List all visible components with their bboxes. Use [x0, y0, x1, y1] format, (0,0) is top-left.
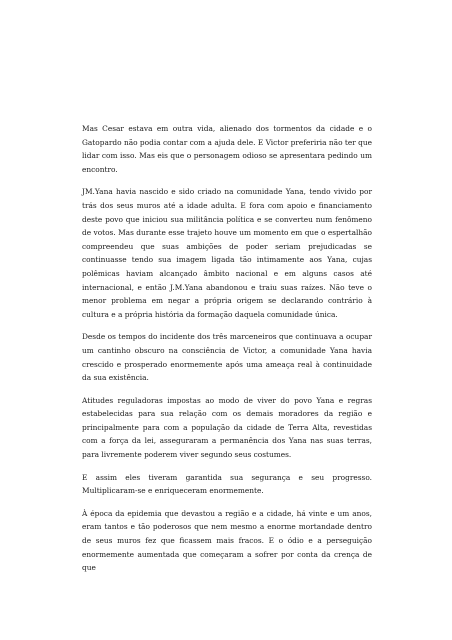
paragraph-3: Desde os tempos do incidente dos três marceneiros que continuava a ocupar um cantinho obscuro na consciência de Victor, a comunidade Yana havia crescido e prosperado enormemente após uma ameaça real à continuidade da sua existência. [82, 332, 372, 383]
paragraph-6: À época da epidemia que devastou a região e a cidade, há vinte e um anos, eram tantos e tão poderosos que nem mesmo a enorme mortandade dentro de seus muros fez que ficassem mais fracos. E o ódio e a perseguição enormemente aumentada que começaram a sofrer por conta da crença de que [82, 508, 372, 573]
body-text [82, 122, 372, 584]
paragraph-2: JM.Yana havia nascido e sido criado na comunidade Yana, tendo vivido por trás dos seus muros até a idade adulta. E fora com apoio e financiamento deste povo que iniciou sua militância política e se converteu num fenômeno de votos. Mas durante esse trajeto houve um momento em que o espertalhão compreendeu que suas ambições de poder seriam prejudicadas se continuasse tendo sua imagem ligada tão intimamente aos Yana, cujas polêmicas haviam alcançado âmbito nacional e em alguns casos até internacional, e então J.M.Yana abandonou e traiu suas raízes. Não teve o menor problema em negar a própria origem se declarando contrário à cultura e a própria história da formação daquela comunidade única. [82, 187, 372, 319]
paragraph-1: Mas Cesar estava em outra vida, alienado dos tormentos da cidade e o Gatopardo não podia contar com a ajuda dele. E Victor preferiria não ter que lidar com isso. Mas eis que o personagem odioso se apresentara pedindo um encontro. [82, 124, 372, 174]
paragraph-5: E assim eles tiveram garantida sua segurança e seu progresso. Multiplicaram-se e enriqueceram enormemente. [82, 472, 372, 496]
paragraph-4: Atitudes reguladoras impostas ao modo de viver do povo Yana e regras estabelecidas para sua relação com os demais moradores da região e principalmente para com a população da cidade de Terra Alta, revestidas com a força da lei, asseguraram a permanência dos Yana nas suas terras, para livremente poderem viver segundo seus costumes. [82, 395, 372, 460]
